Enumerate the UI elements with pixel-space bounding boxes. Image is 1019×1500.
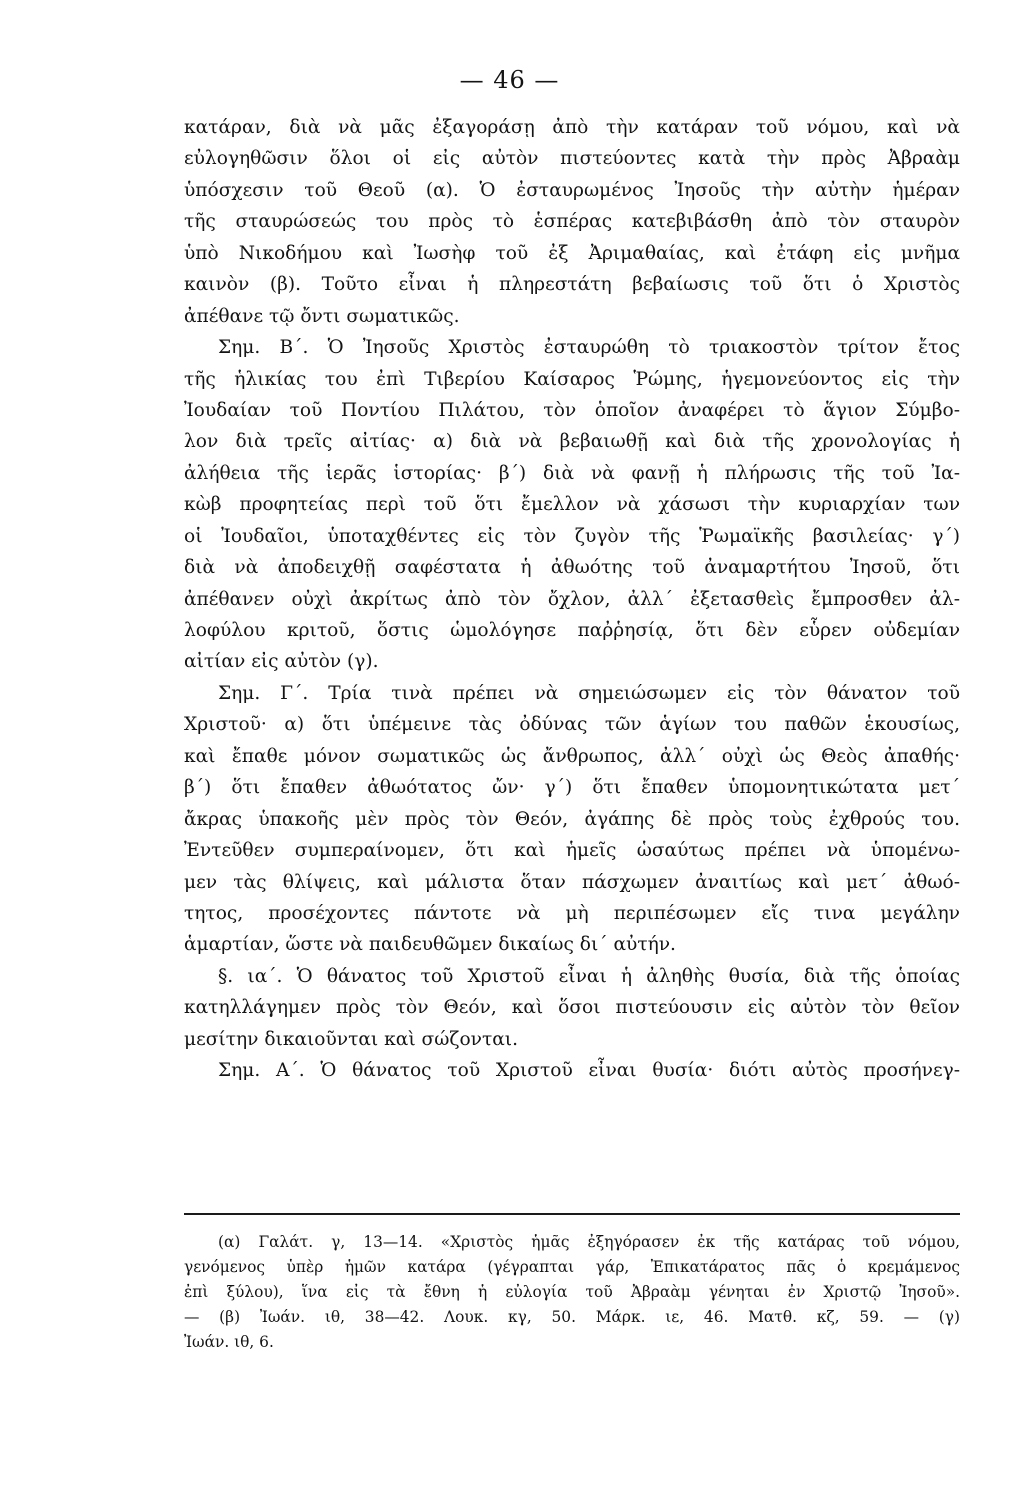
text-line: τῆς σταυρώσεώς του πρὸς τὸ ἑσπέρας κατεβιβάσθη ἀπὸ τὸν σταυρὸν	[184, 211, 960, 233]
note-a-start: Σημ. Α΄. Ὁ θάνατος τοῦ Χριστοῦ εἶναι θυσία· διότι αὐτὸς προσήνεγ-	[218, 1060, 960, 1082]
text-line: τητος, προσέχοντες πάντοτε νὰ μὴ περιπέσωμεν εἴς τινα μεγάλην	[184, 902, 960, 924]
text-line: ἁμαρτίαν, ὥστε νὰ παιδευθῶμεν δικαίως δι΄ αὐτήν.	[184, 934, 676, 956]
text-line: ἄκρας ὑπακοῆς μὲν πρὸς τὸν Θεόν, ἀγάπης δὲ πρὸς τοὺς ἐχθρούς του.	[184, 808, 960, 830]
footnote-separator	[184, 1213, 960, 1215]
page-number: — 46 —	[459, 66, 560, 94]
text-line: ἀλήθεια τῆς ἱερᾶς ἱστορίας· β΄) διὰ νὰ φανῇ ἡ πλήρωσις τῆς τοῦ Ἰα-	[184, 462, 960, 484]
text-line: β΄) ὅτι ἔπαθεν ἀθωότατος ὤν· γ΄) ὅτι ἔπαθεν ὑπομονητικώτατα μετ΄	[184, 777, 960, 799]
footnote-line: γενόμενος ὑπὲρ ἡμῶν κατάρα (γέγραπται γάρ, Ἐπικατάρατος πᾶς ὁ κρεμάμενος	[184, 1258, 960, 1276]
text-line: τῆς ἡλικίας του ἐπὶ Τιβερίου Καίσαρος Ῥώμης, ἡγεμονεύοντος εἰς τὴν	[184, 368, 960, 390]
text-line: εὐλογηθῶσιν ὅλοι οἱ εἰς αὐτὸν πιστεύοντες κατὰ τὴν πρὸς Ἀβραὰμ	[184, 148, 960, 170]
text-line: Ἰουδαίαν τοῦ Ποντίου Πιλάτου, τὸν ὁποῖον ἀναφέρει τὸ ἅγιον Σύμβο-	[184, 399, 960, 421]
text-line: ὑπὸ Νικοδήμου καὶ Ἰωσὴφ τοῦ ἐξ Ἀριμαθαίας, καὶ ἐτάφη εἰς μνῆμα	[184, 242, 960, 264]
text-line: μεσίτην δικαιοῦνται καὶ σώζονται.	[184, 1028, 518, 1050]
footnotes	[184, 1230, 960, 1355]
footnote-line: ἐπὶ ξύλου), ἵνα εἰς τὰ ἔθνη ἡ εὐλογία τοῦ Ἀβραὰμ γένηται ἐν Χριστῷ Ἰησοῦ».	[184, 1283, 960, 1301]
text-line: ἀπέθανε τῷ ὄντι σωματικῶς.	[184, 305, 460, 327]
body-text	[184, 112, 960, 1087]
text-line: ὑπόσχεσιν τοῦ Θεοῦ (α). Ὁ ἐσταυρωμένος Ἰησοῦς τὴν αὐτὴν ἡμέραν	[184, 179, 960, 201]
section-11-start: §. ια΄. Ὁ θάνατος τοῦ Χριστοῦ εἶναι ἡ ἀληθὴς θυσία, διὰ τῆς ὁποίας	[218, 965, 960, 987]
text-line: διὰ νὰ ἀποδειχθῇ σαφέστατα ἡ ἀθωότης τοῦ ἀναμαρτήτου Ἰησοῦ, ὅτι	[184, 557, 960, 579]
text-line: μεν τὰς θλίψεις, καὶ μάλιστα ὅταν πάσχωμεν ἀναιτίως καὶ μετ΄ ἀθωό-	[184, 871, 960, 893]
text-line: αἰτίαν εἰς αὐτὸν (γ).	[184, 651, 379, 673]
text-line: κατηλλάγημεν πρὸς τὸν Θεόν, καὶ ὅσοι πιστεύουσιν εἰς αὐτὸν τὸν θεῖον	[184, 997, 960, 1019]
note-b-start: Σημ. Β΄. Ὁ Ἰησοῦς Χριστὸς ἐσταυρώθη τὸ τριακοστὸν τρίτον ἔτος	[218, 337, 960, 359]
text-line: λοφύλου κριτοῦ, ὅστις ὡμολόγησε παῤῥησίᾳ, ὅτι δὲν εὗρεν οὐδεμίαν	[184, 620, 960, 641]
text-line: λον διὰ τρεῖς αἰτίας· α) διὰ νὰ βεβαιωθῇ καὶ διὰ τῆς χρονολογίας ἡ	[184, 431, 960, 453]
footnote-line: (α) Γαλάτ. γ, 13—14. «Χριστὸς ἡμᾶς ἐξηγόρασεν ἐκ τῆς κατάρας τοῦ νόμου,	[218, 1233, 960, 1251]
text-line: καὶ ἔπαθε μόνον σωματικῶς ὡς ἄνθρωπος, ἀλλ΄ οὐχὶ ὡς Θεὸς ἀπαθής·	[184, 745, 960, 767]
footnote-line: — (β) Ἰωάν. ιθ, 38—42. Λουκ. κγ, 50. Μάρκ. ιε, 46. Ματθ. κζ, 59. — (γ)	[184, 1308, 960, 1326]
text-line: κατάραν, διὰ νὰ μᾶς ἐξαγοράσῃ ἀπὸ τὴν κατάραν τοῦ νόμου, καὶ νὰ	[184, 117, 960, 138]
text-line: οἱ Ἰουδαῖοι, ὑποταχθέντες εἰς τὸν ζυγὸν τῆς Ῥωμαϊκῆς βασιλείας· γ΄)	[184, 525, 960, 547]
text-line: Χριστοῦ· α) ὅτι ὑπέμεινε τὰς ὀδύνας τῶν ἁγίων του παθῶν ἑκουσίως,	[184, 714, 960, 736]
text-line: καινὸν (β). Τοῦτο εἶναι ἡ πληρεστάτη βεβαίωσις τοῦ ὅτι ὁ Χριστὸς	[184, 274, 960, 296]
text-line: Ἐντεῦθεν συμπεραίνομεν, ὅτι καὶ ἡμεῖς ὡσαύτως πρέπει νὰ ὑπομένω-	[184, 840, 960, 862]
footnote-line: Ἰωάν. ιθ, 6.	[184, 1333, 274, 1351]
note-c-start: Σημ. Γ΄. Τρία τινὰ πρέπει νὰ σημειώσωμεν εἰς τὸν θάνατον τοῦ	[218, 682, 960, 704]
text-line: κὼβ προφητείας περὶ τοῦ ὅτι ἔμελλον νὰ χάσωσι τὴν κυριαρχίαν των	[184, 494, 960, 516]
text-line: ἀπέθανεν οὐχὶ ἀκρίτως ἀπὸ τὸν ὄχλον, ἀλλ΄ ἐξετασθεὶς ἔμπροσθεν ἀλ-	[184, 588, 960, 610]
